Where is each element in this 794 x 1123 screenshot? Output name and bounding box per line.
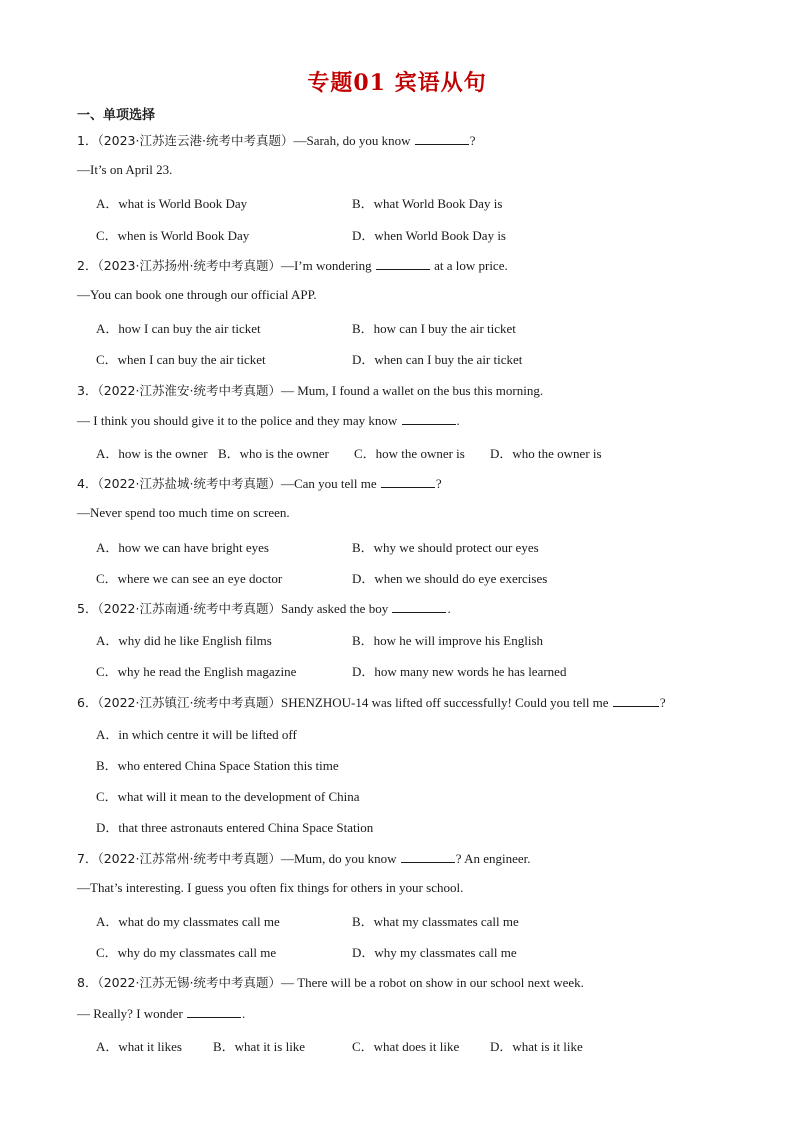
question-text-after: ? — [659, 695, 666, 710]
page-title: 专题01 宾语从句 — [307, 70, 487, 96]
question-text: — Mum, I found a wallet on the bus this morning. — [280, 383, 544, 398]
question-text-after: ? — [469, 133, 476, 148]
question-number: 2． — [77, 258, 98, 273]
question-3-stem — [77, 381, 543, 399]
question-text: — There will be a robot on show in our school next week. — [280, 975, 584, 990]
question-4-reply: —Never spend too much time on screen. — [77, 505, 290, 520]
question-source: （2023·江苏扬州·统考中考真题） — [97, 258, 281, 273]
option-c: C．why do my classmates call me — [96, 945, 277, 960]
answer-blank — [401, 850, 455, 863]
question-number: 8． — [77, 975, 98, 990]
option-b: B．who entered China Space Station this time — [96, 758, 339, 773]
option-b: B．what World Book Day is — [352, 196, 503, 211]
question-text-after: . — [447, 601, 451, 616]
question-source: （2022·江苏镇江·统考中考真题） — [97, 695, 281, 710]
question-text: —Mum, do you know — [280, 851, 397, 866]
question-4-stem — [77, 474, 442, 492]
question-source: （2022·江苏常州·统考中考真题） — [97, 851, 281, 866]
answer-blank — [402, 412, 456, 425]
question-source: （2022·江苏淮安·统考中考真题） — [97, 383, 281, 398]
question-1-stem — [77, 131, 476, 149]
question-text-after: at a low price. — [434, 258, 508, 273]
answer-blank — [613, 694, 659, 707]
section-heading: 一、单项选择 — [77, 108, 156, 123]
answer-blank — [392, 600, 446, 613]
question-number: 5． — [77, 601, 98, 616]
question-5-stem — [77, 599, 451, 617]
question-text: —I’m wondering — [280, 258, 372, 273]
question-source: （2022·江苏南通·统考中考真题） — [97, 601, 281, 616]
answer-blank — [187, 1005, 241, 1018]
option-c: C．how the owner is — [354, 446, 465, 461]
option-d: D．who the owner is — [490, 446, 602, 461]
option-a: A．what do my classmates call me — [96, 914, 280, 929]
question-source: （2022·江苏盐城·统考中考真题） — [97, 476, 281, 491]
option-a: A．how we can have bright eyes — [96, 540, 269, 555]
question-text: SHENZHOU-14 was lifted off successfully! Could you tell me — [280, 695, 609, 710]
answer-blank — [376, 257, 430, 270]
option-d: D．how many new words he has learned — [352, 664, 567, 679]
question-text: Sandy asked the boy — [280, 601, 389, 616]
option-b: B．why we should protect our eyes — [352, 540, 539, 555]
reply-text-after: . — [456, 413, 460, 428]
option-a: A．in which centre it will be lifted off — [96, 727, 297, 742]
option-c: C．when is World Book Day — [96, 228, 250, 243]
option-b: B．what my classmates call me — [352, 914, 519, 929]
question-2-reply: —You can book one through our official APP. — [77, 287, 317, 302]
question-number: 4． — [77, 476, 98, 491]
option-d: D．when World Book Day is — [352, 228, 506, 243]
question-2-stem — [77, 256, 508, 274]
question-text: —Can you tell me — [280, 476, 377, 491]
option-a: A．what is World Book Day — [96, 196, 248, 211]
question-number: 6． — [77, 695, 98, 710]
question-8-stem — [77, 973, 584, 991]
question-7-stem — [77, 849, 531, 867]
option-a: A．how I can buy the air ticket — [96, 321, 261, 336]
option-c: C．what will it mean to the development of China — [96, 789, 360, 804]
reply-text: — I think you should give it to the police and they may know — [77, 413, 398, 428]
answer-blank — [381, 475, 435, 488]
question-source: （2022·江苏无锡·统考中考真题） — [97, 975, 281, 990]
answer-blank — [415, 132, 469, 145]
question-number: 7． — [77, 851, 98, 866]
option-c: C．what does it like — [352, 1039, 460, 1054]
option-c: C．where we can see an eye doctor — [96, 571, 283, 586]
option-b: B．how can I buy the air ticket — [352, 321, 516, 336]
reply-text-after: . — [242, 1006, 246, 1021]
option-d: D．why my classmates call me — [352, 945, 517, 960]
question-number: 1． — [77, 133, 98, 148]
option-d: D．when we should do eye exercises — [352, 571, 548, 586]
question-text-after: ? An engineer. — [455, 851, 531, 866]
option-b: B．who is the owner — [218, 446, 329, 461]
reply-text: — Really? I wonder — [77, 1006, 183, 1021]
question-1-reply: —It’s on April 23. — [77, 162, 173, 177]
question-text-after: ? — [435, 476, 442, 491]
question-text: —Sarah, do you know — [293, 133, 411, 148]
option-d: D．when can I buy the air ticket — [352, 352, 523, 367]
option-d: D．what is it like — [490, 1039, 583, 1054]
option-b: B．how he will improve his English — [352, 633, 544, 648]
option-a: A．how is the owner — [96, 446, 208, 461]
option-c: C．when I can buy the air ticket — [96, 352, 266, 367]
option-d: D．that three astronauts entered China Space Station — [96, 820, 374, 835]
option-c: C．why he read the English magazine — [96, 664, 297, 679]
option-b: B．what it is like — [213, 1039, 306, 1054]
question-6-stem — [77, 693, 666, 711]
option-a: A．what it likes — [96, 1039, 182, 1054]
question-3-reply — [77, 412, 460, 429]
question-7-reply: —That’s interesting. I guess you often fix things for others in your school. — [77, 880, 464, 895]
question-number: 3． — [77, 383, 98, 398]
question-source: （2023·江苏连云港·统考中考真题） — [97, 133, 294, 148]
question-8-reply — [77, 1005, 245, 1022]
option-a: A．why did he like English films — [96, 633, 272, 648]
